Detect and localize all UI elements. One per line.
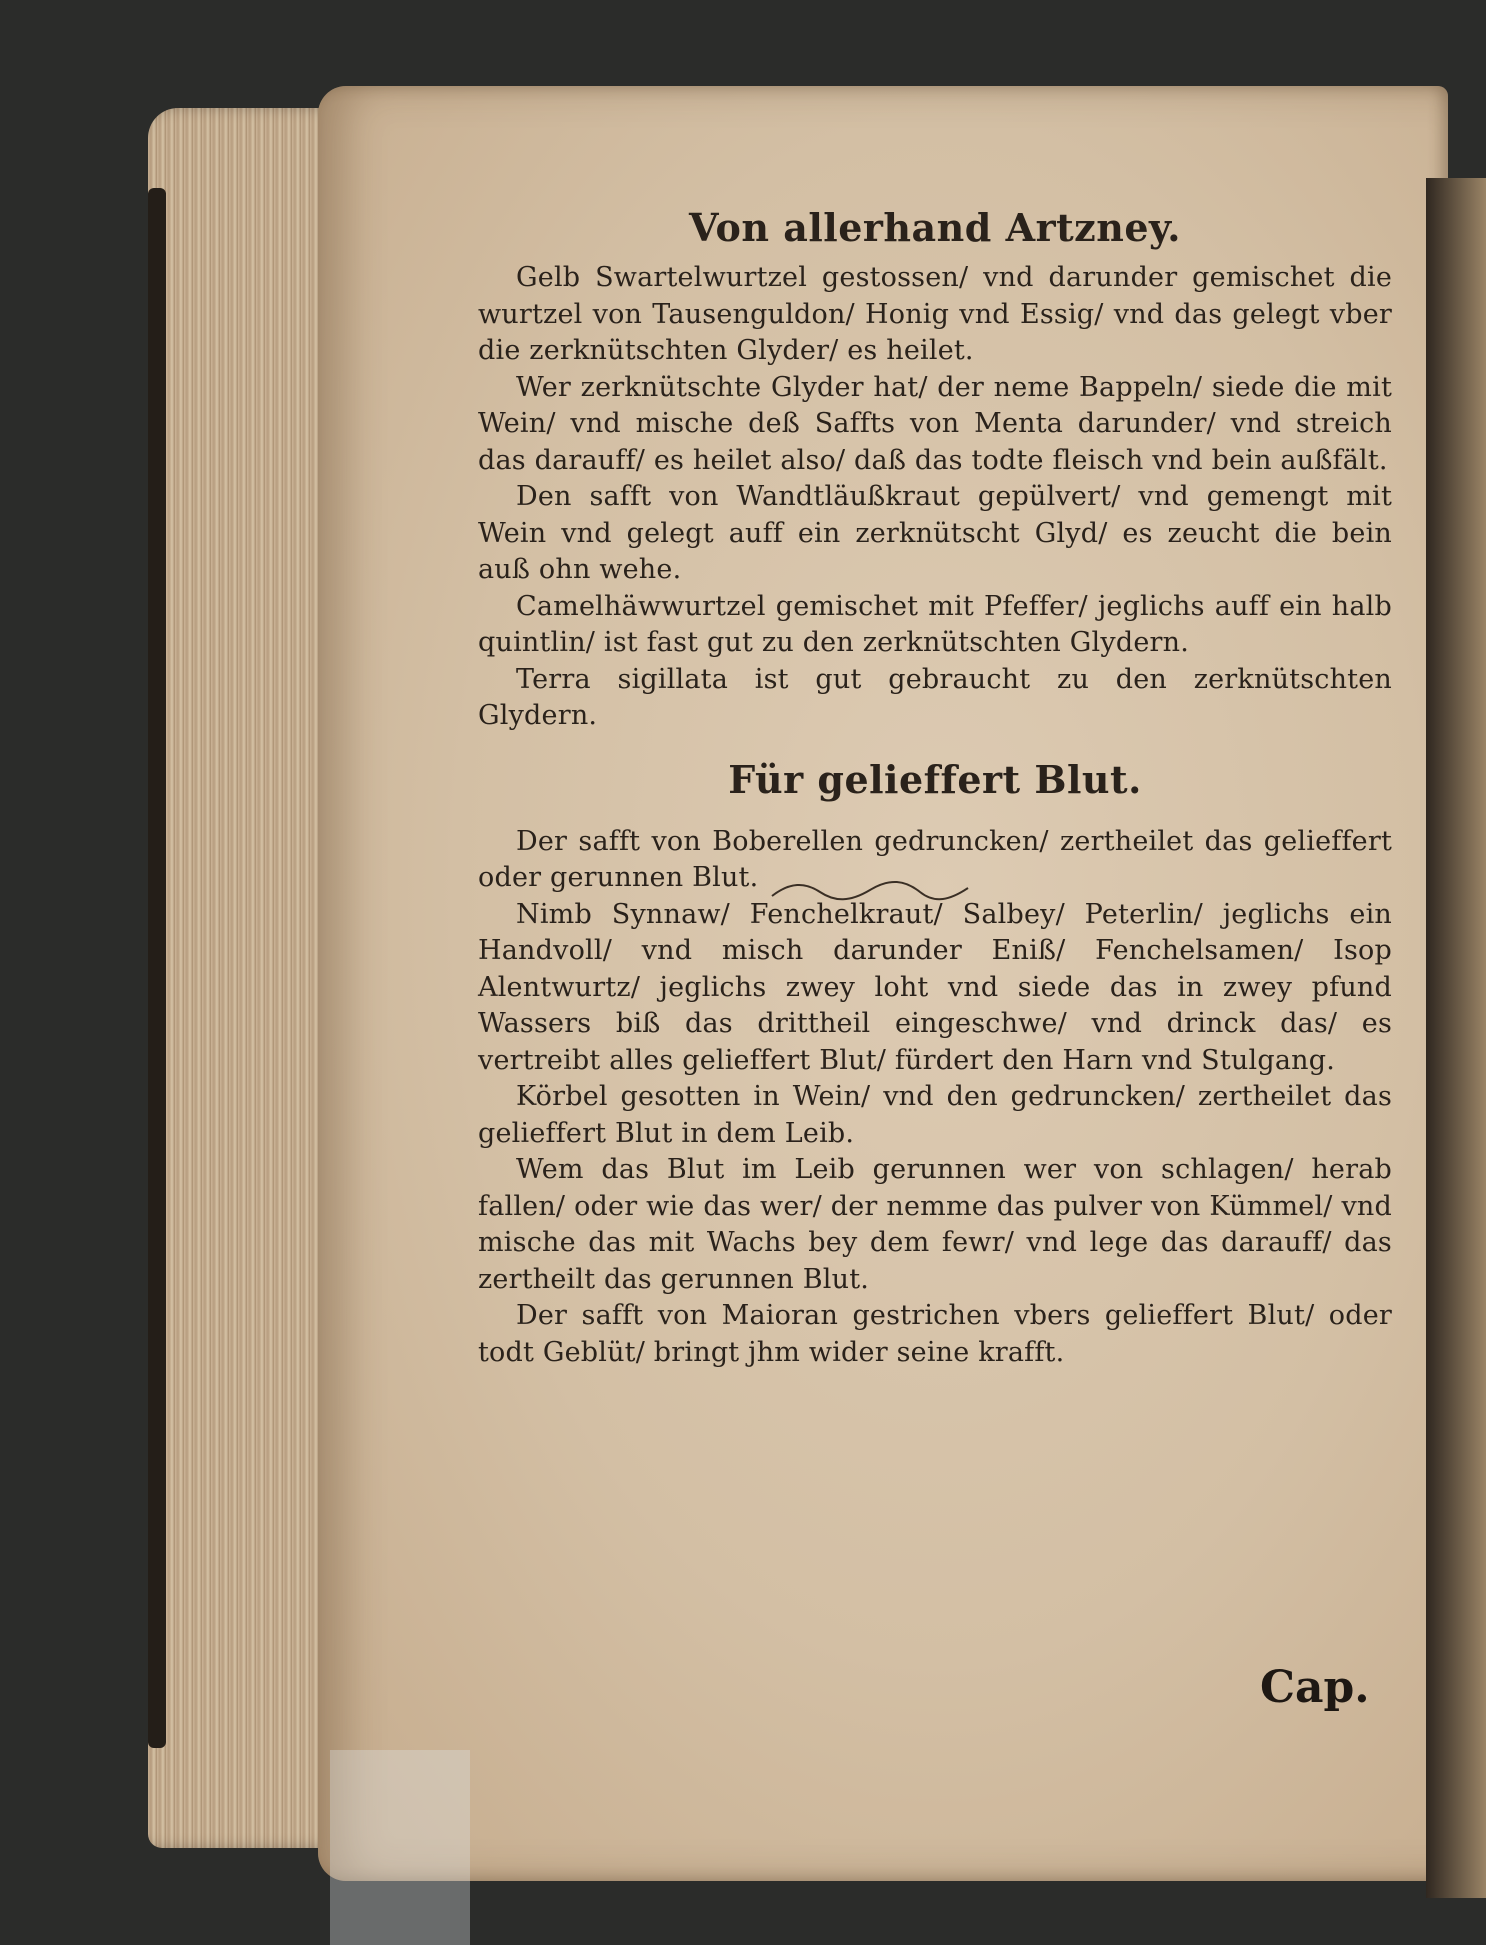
paragraph: Camelhäwwurtzel gemischet mit Pfeffer/ jeglichs auff ein halb quintlin/ ist fast gut zu den zerknütschten Glydern. [478,590,1392,658]
book-spine [148,188,166,1748]
page-text [478,205,1392,1371]
page-holder-tab [330,1750,470,1945]
catchword: Cap. [1260,1662,1370,1713]
paragraph: Den safft von Wandtläußkraut gepülvert/ vnd gemengt mit Wein vnd gelegt auff ein zerknütscht Glyd/ es zeucht die bein auß ohn wehe. [478,481,1392,585]
page-gutter [1426,178,1486,1898]
paragraph: Der safft von Maioran gestrichen vbers gelieffert Blut/ oder todt Geblüt/ bringt jhm wider seine krafft. [478,1300,1392,1368]
paragraph: Gelb Swartelwurtzel gestossen/ vnd darunder gemischet die wurtzel von Tausenguldon/ Honig vnd Essig/ vnd das gelegt vber die zerknütschten Glyder/ es heilet. [478,262,1392,366]
section-heading: Für gelieffert Blut. [728,756,1142,802]
paragraph: Der safft von Boberellen gedruncken/ zertheilet das gelieffert oder gerunnen Blut. [478,825,1392,893]
paragraph: Terra sigillata ist gut gebraucht zu den zerknütschten Glydern. [478,663,1392,731]
page-heading: Von allerhand Artzney. [689,205,1181,250]
paragraph: Nimb Synnaw/ Fenchelkraut/ Salbey/ Peterlin/ jeglichs ein Handvoll/ vnd misch darunder Eniß/ Fenchelsamen/ Isop Alentwurtz/ jeglichs zwey loht vnd siede das in zwey pfund Wassers biß das drittheil eingeschwe/ vnd drinck das/ es vertreibt alles gelieffert Blut/ fürdert den Harn vnd Stulgang. [478,898,1392,1076]
paragraph: Körbel gesotten in Wein/ vnd den gedruncken/ zertheilet das gelieffert Blut in dem Leib. [478,1081,1392,1149]
page-edges [148,108,338,1848]
paragraph: Wer zerknütschte Glyder hat/ der neme Bappeln/ siede die mit Wein/ vnd mische deß Saffts von Menta darunder/ vnd streich das darauff/ es heilet also/ daß das todte fleisch vnd bein außfält. [478,371,1392,476]
paragraph: Wem das Blut im Leib gerunnen wer von schlagen/ herab fallen/ oder wie das wer/ der nemme das pulver von Kümmel/ vnd mische das mit Wachs bey dem fewr/ vnd lege das darauff/ das zertheilt das gerunnen Blut. [478,1154,1392,1295]
ornament-divider [770,878,970,904]
